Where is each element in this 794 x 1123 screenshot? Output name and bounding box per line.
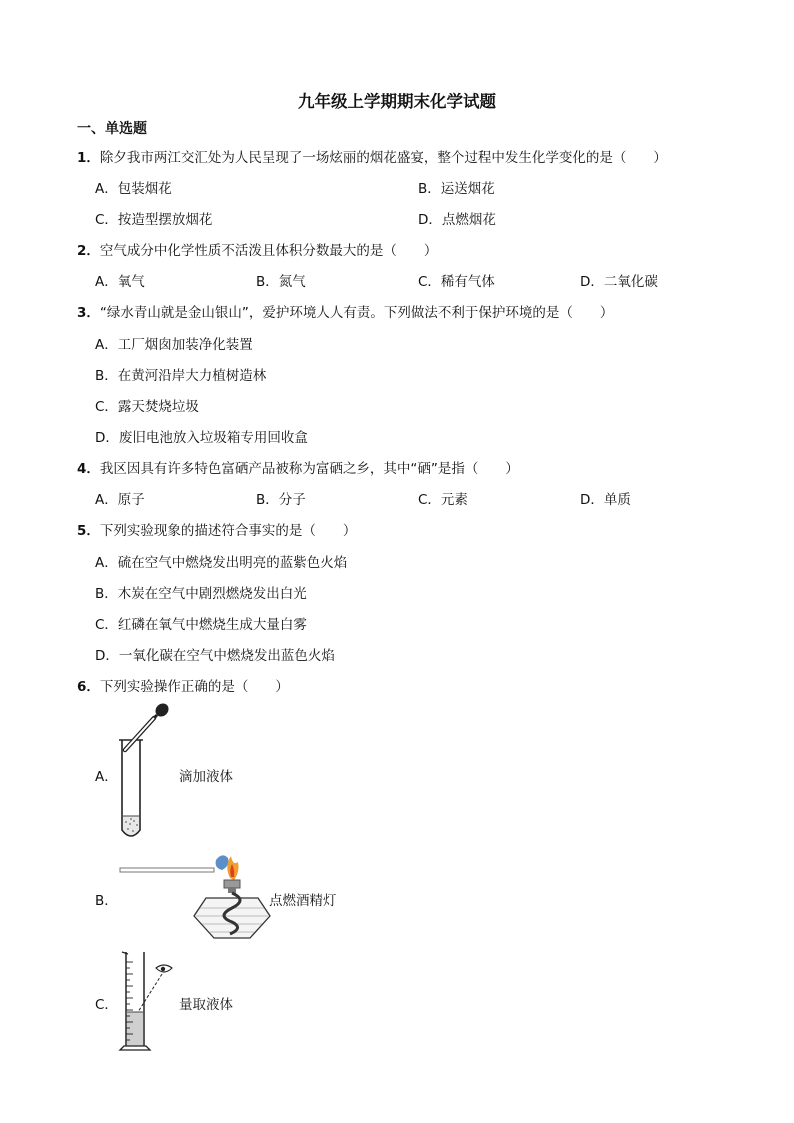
caption-6c: 量取液体 xyxy=(179,997,233,1013)
question-text: 下列实验现象的描述符合事实的是（ ） xyxy=(99,523,357,539)
option-4d[interactable]: D．单质 xyxy=(580,492,631,508)
option-1c[interactable]: C．按造型摆放烟花 xyxy=(95,212,213,228)
dropper-test-tube-figure xyxy=(110,700,180,845)
graduated-cylinder-figure xyxy=(116,950,181,1055)
option-1a[interactable]: A．包装烟花 xyxy=(95,181,172,197)
option-2c[interactable]: C．稀有气体 xyxy=(418,274,495,290)
question-text: 空气成分中化学性质不活泼且体积分数最大的是（ ） xyxy=(99,243,438,259)
option-6c[interactable]: C． xyxy=(95,997,118,1013)
caption-6b: 点燃酒精灯 xyxy=(269,893,337,909)
question-number: 4． xyxy=(77,461,100,477)
question-6 xyxy=(77,675,289,695)
question-number: 5． xyxy=(77,523,100,539)
question-number: 6． xyxy=(77,679,100,695)
question-3 xyxy=(77,301,613,321)
question-text: 除夕我市两江交汇处为人民呈现了一场炫丽的烟花盛宴，整个过程中发生化学变化的是（ ） xyxy=(99,150,667,166)
option-3d[interactable]: D．废旧电池放入垃圾箱专用回收盒 xyxy=(95,430,308,446)
question-2 xyxy=(77,239,437,259)
question-1 xyxy=(77,146,667,166)
option-3b[interactable]: B．在黄河沿岸大力植树造林 xyxy=(95,368,267,384)
option-5a[interactable]: A．硫在空气中燃烧发出明亮的蓝紫色火焰 xyxy=(95,555,348,571)
alcohol-lamp-figure xyxy=(118,850,268,945)
caption-6a: 滴加液体 xyxy=(179,769,233,785)
option-5b[interactable]: B．木炭在空气中剧烈燃烧发出白光 xyxy=(95,586,307,602)
section-heading: 一、单选题 xyxy=(77,121,147,137)
page-title: 九年级上学期期末化学试题 xyxy=(298,92,496,111)
option-4c[interactable]: C．元素 xyxy=(418,492,468,508)
question-text: 我区因具有许多特色富硒产品被称为富硒之乡，其中“硒”是指（ ） xyxy=(99,461,519,477)
option-6b[interactable]: B． xyxy=(95,893,118,909)
option-6a[interactable]: A． xyxy=(95,769,118,785)
option-2a[interactable]: A．氧气 xyxy=(95,274,145,290)
option-3a[interactable]: A．工厂烟囱加装净化装置 xyxy=(95,337,253,353)
option-1d[interactable]: D．点燃烟花 xyxy=(418,212,496,228)
question-text: “绿水青山就是金山银山”，爱护环境人人有责。下列做法不利于保护环境的是（ ） xyxy=(99,305,614,321)
option-2d[interactable]: D．二氧化碳 xyxy=(580,274,658,290)
question-number: 2． xyxy=(77,243,100,259)
question-5 xyxy=(77,519,356,539)
option-4b[interactable]: B．分子 xyxy=(256,492,306,508)
option-5d[interactable]: D．一氧化碳在空气中燃烧发出蓝色火焰 xyxy=(95,648,335,664)
question-4 xyxy=(77,457,519,477)
option-3c[interactable]: C．露天焚烧垃圾 xyxy=(95,399,199,415)
question-number: 1． xyxy=(77,150,100,166)
question-text: 下列实验操作正确的是（ ） xyxy=(99,679,289,695)
option-5c[interactable]: C．红磷在氧气中燃烧生成大量白雾 xyxy=(95,617,307,633)
question-number: 3． xyxy=(77,305,100,321)
option-1b[interactable]: B．运送烟花 xyxy=(418,181,495,197)
option-2b[interactable]: B．氮气 xyxy=(256,274,306,290)
option-4a[interactable]: A．原子 xyxy=(95,492,145,508)
